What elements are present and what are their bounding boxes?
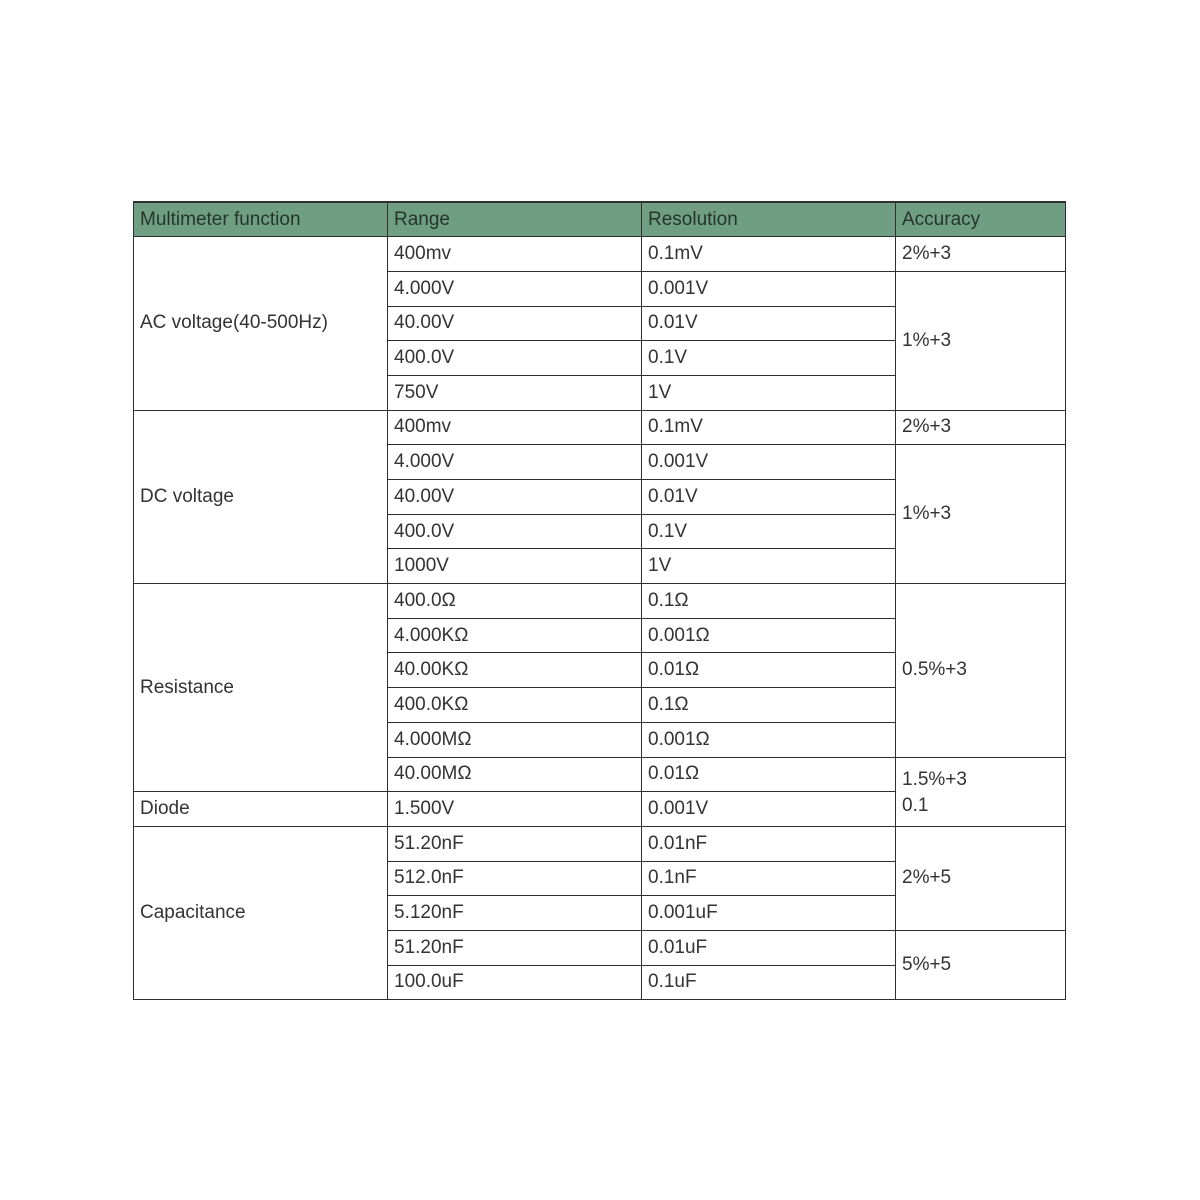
resolution-cell: 0.01nF [642,826,896,861]
range-cell: 400.0Ω [388,584,642,619]
function-cell: AC voltage(40-500Hz) [134,237,388,410]
resolution-cell: 1V [642,549,896,584]
header-range: Range [388,202,642,237]
accuracy-cell: 2%+3 [896,237,1066,272]
table-row [134,410,1066,445]
table-row [134,237,1066,272]
spec-table [133,201,1066,1000]
resolution-cell: 0.1Ω [642,688,896,723]
resolution-cell: 0.001Ω [642,618,896,653]
table-row [134,826,1066,861]
header-resolution: Resolution [642,202,896,237]
range-cell: 40.00V [388,480,642,515]
range-cell: 1000V [388,549,642,584]
resolution-cell: 1V [642,375,896,410]
resolution-cell: 0.001V [642,271,896,306]
resolution-cell: 0.001V [642,445,896,480]
range-cell: 4.000MΩ [388,722,642,757]
resolution-cell: 0.001Ω [642,722,896,757]
resolution-cell: 0.1mV [642,410,896,445]
resolution-cell: 0.01Ω [642,653,896,688]
range-cell: 40.00MΩ [388,757,642,792]
range-cell: 512.0nF [388,861,642,896]
range-cell: 5.120nF [388,896,642,931]
header-row [134,202,1066,237]
range-cell: 400.0V [388,341,642,376]
range-cell: 4.000KΩ [388,618,642,653]
function-cell: DC voltage [134,410,388,583]
header-accuracy: Accuracy [896,202,1066,237]
resolution-cell: 0.01uF [642,930,896,965]
range-cell: 51.20nF [388,826,642,861]
accuracy-cell: 1%+3 [896,271,1066,410]
resolution-cell: 0.01V [642,480,896,515]
resolution-cell: 0.1mV [642,237,896,272]
range-cell: 400.0V [388,514,642,549]
resolution-cell: 0.001V [642,792,896,827]
range-cell: 400.0KΩ [388,688,642,723]
accuracy-cell: 5%+5 [896,930,1066,999]
range-cell: 40.00KΩ [388,653,642,688]
range-cell: 4.000V [388,271,642,306]
range-cell: 400mv [388,237,642,272]
range-cell: 1.500V [388,792,642,827]
resolution-cell: 0.1Ω [642,584,896,619]
range-cell: 4.000V [388,445,642,480]
accuracy-cell: 0.5%+3 [896,584,1066,757]
range-cell: 750V [388,375,642,410]
accuracy-cell: 2%+5 [896,826,1066,930]
function-cell: Resistance [134,584,388,792]
resolution-cell: 0.01V [642,306,896,341]
range-cell: 51.20nF [388,930,642,965]
accuracy-cell: 2%+3 [896,410,1066,445]
function-cell: Capacitance [134,826,388,999]
header-function: Multimeter function [134,202,388,237]
function-cell: Diode [134,792,388,827]
accuracy-cell: 1.5%+3 0.1 [896,757,1066,826]
resolution-cell: 0.1nF [642,861,896,896]
accuracy-cell: 1%+3 [896,445,1066,584]
table-row [134,584,1066,619]
resolution-cell: 0.1V [642,514,896,549]
resolution-cell: 0.001uF [642,896,896,931]
range-cell: 400mv [388,410,642,445]
range-cell: 40.00V [388,306,642,341]
resolution-cell: 0.1uF [642,965,896,1000]
resolution-cell: 0.1V [642,341,896,376]
range-cell: 100.0uF [388,965,642,1000]
resolution-cell: 0.01Ω [642,757,896,792]
